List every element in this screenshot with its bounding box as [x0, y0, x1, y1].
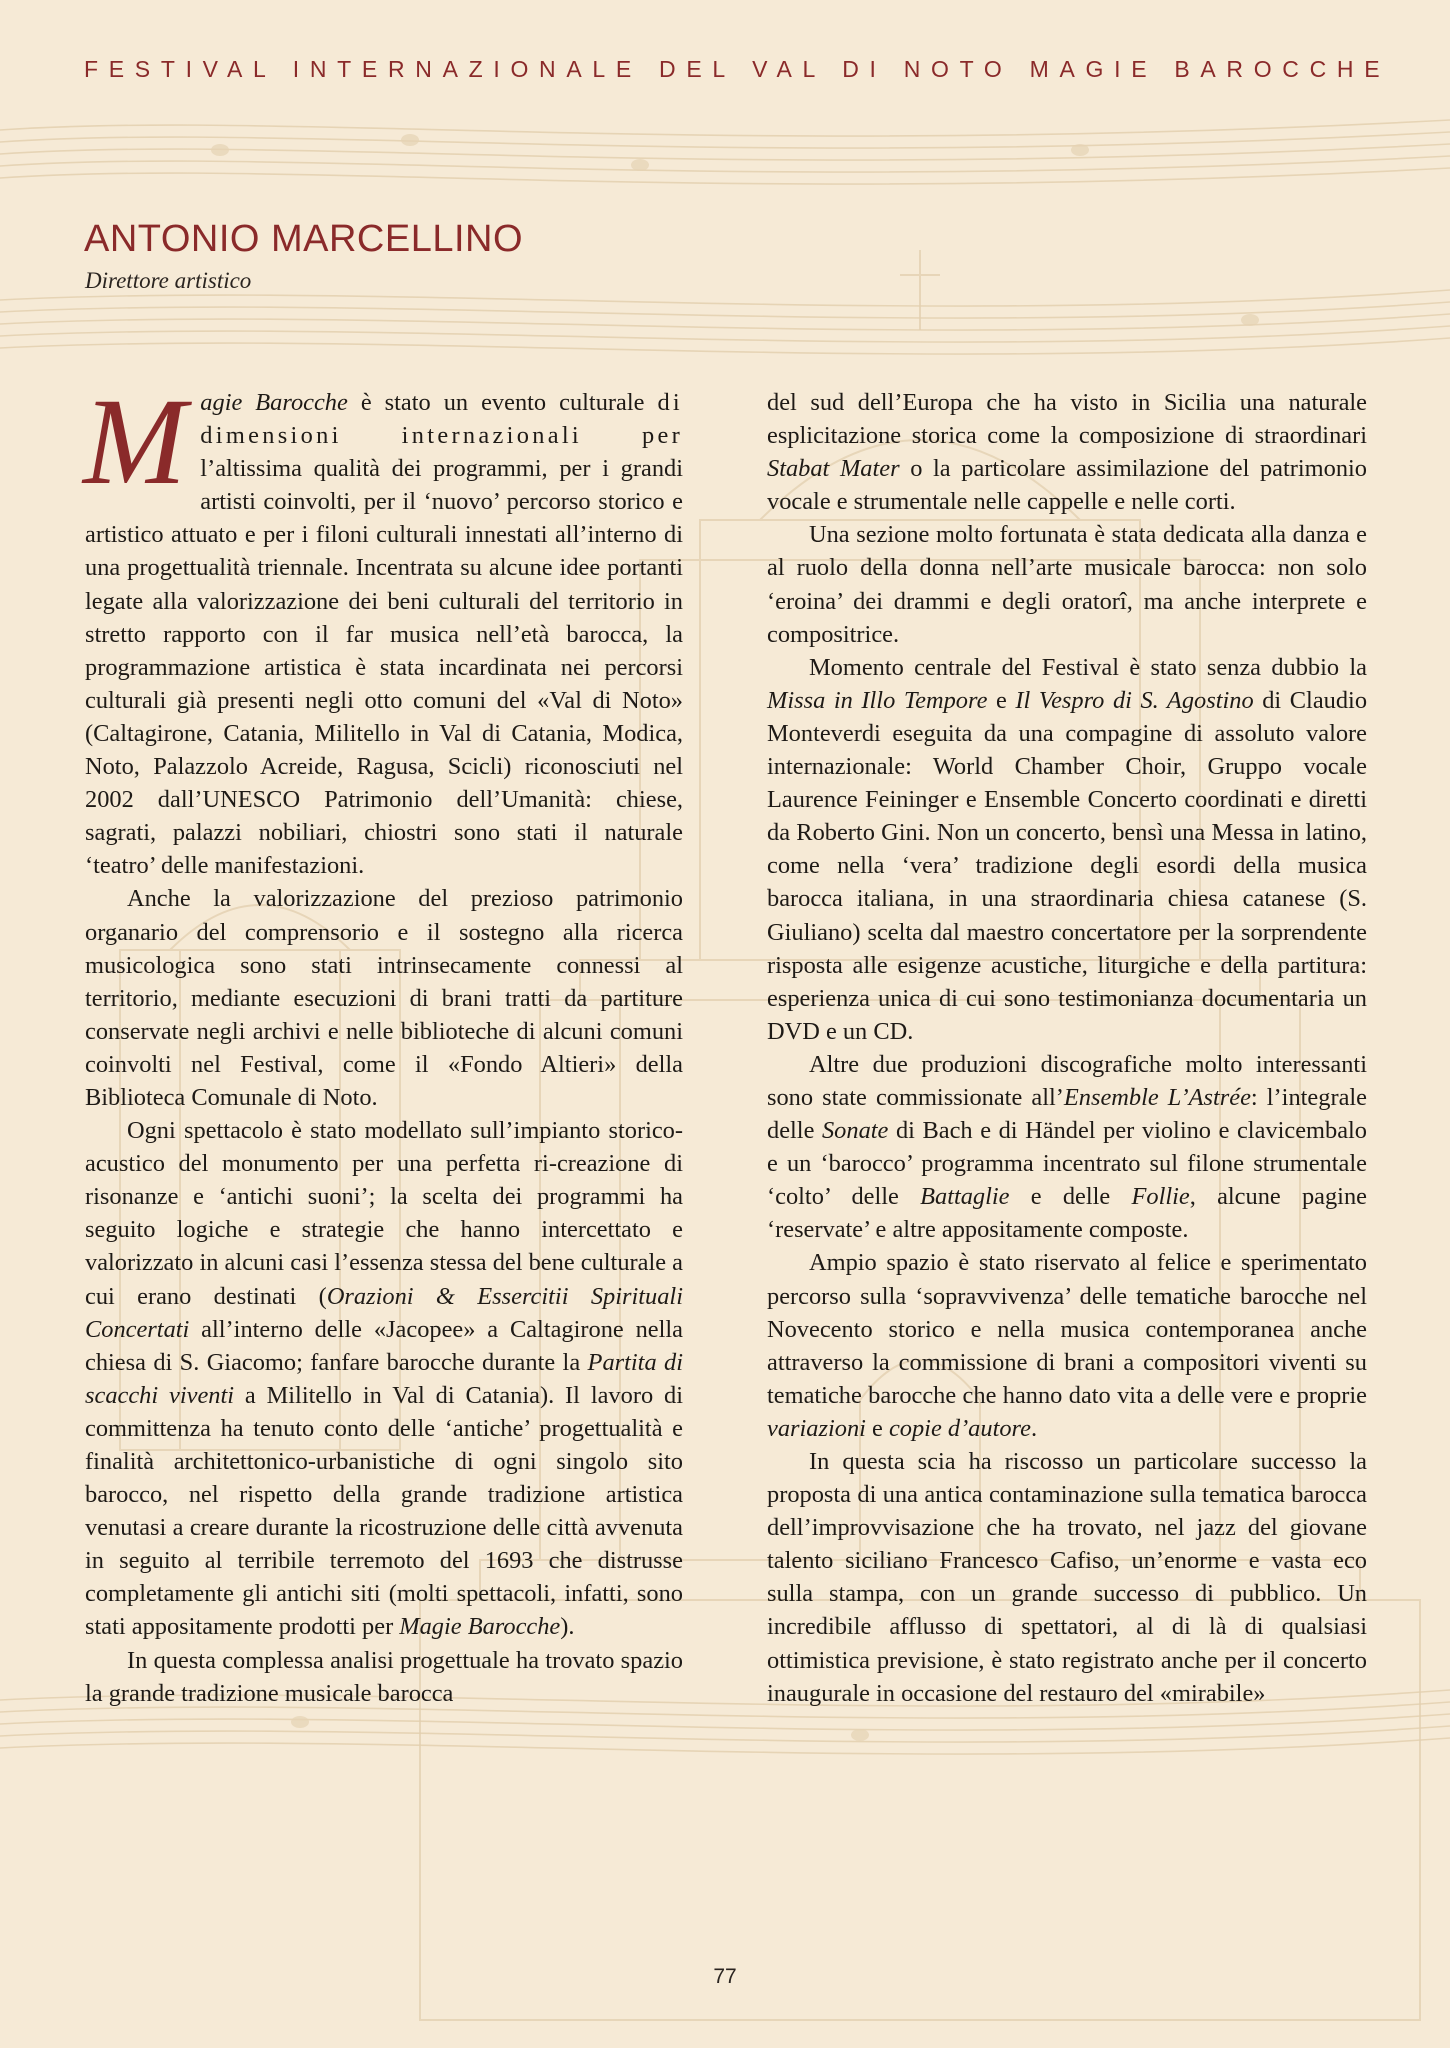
page-number: 77: [713, 1965, 737, 1988]
article-paragraph-8: [767, 1246, 1367, 1445]
italic-title: Orazioni & Essercitii Spirituali Concertati: [85, 1282, 683, 1343]
italic-title: Magie Barocche: [399, 1613, 561, 1641]
paragraph-text: l’altissima qualità dei programmi, per i grandi artisti coinvolti, per il ‘nuovo’ percorso storico e artistico attuato e per i filoni culturali innestati all’interno di una progettualità triennale. Incentrata su alcune idee portanti legate alla valorizzazione dei beni culturali del territorio in stretto rapporto con il far musica nell’età barocca, la programmazione artistica è stata incardinata nei percorsi culturali già presenti negli otto comuni del «Val di Noto» (Caltagirone, Catania, Militello in Val di Catania, Modica, Noto, Palazzolo Acreide, Ragusa, Scicli) riconosciuti nel 2002 dall’UNESCO Patrimonio dell’Umanità: chiese, sagrati, palazzi nobiliari, chiostri sono stati il naturale ‘teatro’ delle manifestazioni.: [85, 455, 683, 880]
article-paragraph-4-continued: [767, 386, 1367, 518]
paragraph-text: di Bach e di Händel per violino e clavicembalo e un ‘barocco’ programma incentrato sul filone strumentale ‘colto’ delle: [767, 1117, 1367, 1211]
paragraph-text: ).: [560, 1613, 575, 1641]
paragraph-text: o la particolare assimilazione del patrimonio vocale e strumentale nelle cappelle e nelle corti.: [767, 455, 1367, 516]
paragraph-text: e delle: [1009, 1183, 1132, 1211]
article-paragraph-2: Anche la valorizzazione del prezioso patrimonio organario del comprensorio e il sostegno alla ricerca musicologica sono stati intrinsecamente connessi al territorio, mediante esecuzioni di brani tratti da partiture conservate negli archivi e nelle biblioteche di alcuni comuni coinvolti nel Festival, come il «Fondo Altieri» della Biblioteca Comunale di Noto.: [85, 885, 683, 1111]
paragraph-text: di dimensioni internazionali per: [200, 389, 684, 450]
italic-title: Stabat Mater: [767, 455, 900, 483]
paragraph-text: Altre due produzioni discografiche molto interessanti sono state commissionate all’: [767, 1050, 1367, 1111]
paragraph-text: è stato un evento culturale: [347, 389, 658, 416]
author-name: ANTONIO MARCELLINO: [84, 218, 524, 260]
article-column-right: [767, 386, 1367, 1710]
italic-title: Il Vespro di S. Agostino: [1015, 686, 1254, 714]
paragraph-text: e: [987, 686, 1016, 714]
article-paragraph-1: [83, 373, 684, 882]
italic-title: Follie: [1131, 1183, 1190, 1211]
festival-title-italic: agie Barocche: [200, 389, 348, 416]
article-paragraph-3: [85, 1114, 683, 1644]
paragraph-text: di Claudio Monteverdi eseguita da una compagine di assoluto valore internazionale: World Chamber Choir, Gruppo vocale Laurence Feininger e Ensemble Concerto coordinati e diretti da Roberto Gini. Non un concerto, bensì una Messa in latino, come nella ‘vera’ tradizione degli esordi della musica barocca italiana, in una straordinaria chiesa catanese (S. Giuliano) scelta dal maestro concertatore per la sorprendente risposta alle esigenze acustiche, liturgiche e della partitura: esperienza unica di cui sono testimonianza documentaria un DVD e un CD.: [767, 686, 1368, 1045]
italic-title: Missa in Illo Tempore: [767, 686, 988, 714]
paragraph-text: del sud dell’Europa che ha visto in Sicilia una naturale esplicitazione storica come la composizione di straordinari: [767, 389, 1367, 450]
paragraph-text: , alcune pagine ‘reservate’ e altre appositamente composte.: [767, 1183, 1367, 1244]
author-role: Direttore artistico: [85, 268, 252, 293]
article-paragraph-5: Una sezione molto fortunata è stata dedicata alla danza e al ruolo della donna nell’arte musicale barocca: non solo ‘eroina’ dei drammi e degli oratorî, ma anche interprete e compositrice.: [767, 521, 1367, 648]
paragraph-text: : l’integrale delle: [767, 1083, 1367, 1145]
paragraph-text: a Militello in Val di Catania). Il lavoro di committenza ha tenuto conto delle ‘antiche’ progettualità e finalità architettonico-urbanistiche di ogni singolo sito barocco, nel rispetto della grande tradizione artistica venutasi a creare durante la ricostruzione delle città avvenuta in seguito al terribile terremoto del 1693 che distrusse completamente gli antichi siti (molti spettacoli, infatti, sono stati appositamente prodotti per: [85, 1381, 683, 1641]
article-paragraph-9: In questa scia ha riscosso un particolare successo la proposta di una antica contaminazione sulla tematica barocca dell’improvvisazione che ha trovato, nel jazz del giovane talento siciliano Francesco Cafiso, un’enorme e vasta eco sulla stampa, con un grande successo di pubblico. Un incredibile afflusso di spettatori, al di là di qualsiasi ottimistica previsione, è stato registrato anche per il concerto inaugurale in occasione del restauro del «mirabile»: [767, 1448, 1367, 1707]
paragraph-text: .: [1030, 1414, 1038, 1442]
paragraph-text: Momento centrale del Festival è stato senza dubbio la: [809, 653, 1367, 681]
paragraph-text: Ogni spettacolo è stato modellato sull’impianto storico-acustico del monumento per una perfetta ri-creazione di risonanze e ‘antichi suoni’; la scelta dei programmi ha seguito logiche e strategie che hanno intercettato e valorizzato in alcuni casi l’essenza stessa del bene culturale a cui erano destinati (: [85, 1117, 683, 1310]
article-paragraph-4: In questa complessa analisi progettuale ha trovato spazio la grande tradizione musicale barocca: [85, 1646, 683, 1707]
italic-title: Battaglie: [920, 1183, 1010, 1211]
article-paragraph-6: [767, 651, 1367, 1048]
drop-cap: M: [83, 373, 187, 510]
italic-title: copie d’autore: [888, 1414, 1031, 1442]
article-column-left: [83, 373, 684, 1710]
italic-title: Partita di scacchi viventi: [85, 1348, 684, 1409]
italic-title: Sonate: [821, 1117, 889, 1145]
paragraph-text: all’interno delle «Jacopee» a Caltagirone nella chiesa di S. Giacomo; fanfare barocche durante la: [85, 1315, 683, 1376]
italic-title: variazioni: [767, 1414, 866, 1442]
paragraph-text: e: [865, 1414, 889, 1442]
paragraph-text: Ampio spazio è stato riservato al felice e sperimentato percorso sulla ‘sopravvivenza’ delle tematiche barocche nel Novecento storico e nella musica contemporanea anche attraverso la commissione di brani a compositori viventi su tematiche barocche che hanno dato vita a delle vere e proprie: [767, 1249, 1367, 1409]
running-head: FESTIVAL INTERNAZIONALE DEL VAL DI NOTO MAGIE BAROCCHE: [84, 56, 1391, 82]
italic-title: Ensemble L’Astrée: [1063, 1083, 1251, 1111]
article-paragraph-7: [767, 1048, 1367, 1247]
